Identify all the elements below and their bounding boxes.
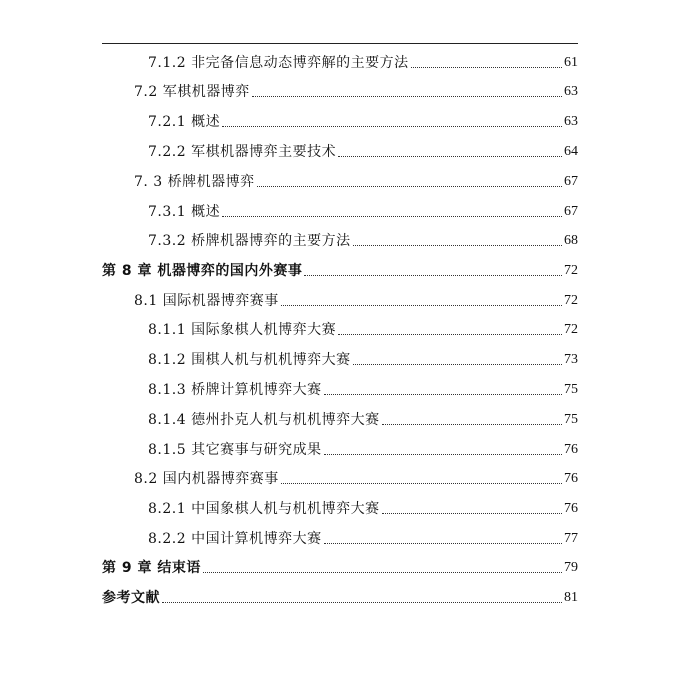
toc-entry-7-3-2[interactable]: [148, 228, 578, 250]
toc-entry-7-1-2[interactable]: [148, 50, 578, 72]
toc-entry-label: 8.1.3 桥牌计算机博弈大赛: [148, 382, 322, 398]
toc-entry-label: 7.2.2 军棋机器博弈主要技术: [148, 144, 337, 160]
toc-entry-label: 8.1.2 围棋人机与机机博弈大赛: [148, 352, 351, 368]
toc-entry-label: 8.1.4 德州扑克人机与机机博弈大赛: [148, 412, 380, 428]
toc-entry-8-2-2[interactable]: [148, 526, 578, 548]
toc-entry-label: 7.3.2 桥牌机器博弈的主要方法: [148, 233, 351, 249]
toc-page-number: 81: [564, 590, 578, 605]
toc-page-number: 75: [564, 412, 578, 427]
toc-page-number: 73: [564, 352, 578, 367]
dot-leader: [353, 364, 562, 365]
dot-leader: [324, 543, 562, 544]
toc-entry-8-1-2[interactable]: [148, 347, 578, 369]
toc-entry-label: 7.3.1 概述: [148, 204, 221, 220]
toc-entry-references[interactable]: [102, 585, 578, 607]
toc-page-number: 76: [564, 501, 578, 516]
toc-entry-label: 第 9 章 结束语: [102, 560, 201, 576]
toc-entry-label: 8.1.5 其它赛事与研究成果: [148, 442, 322, 458]
dot-leader: [222, 216, 562, 217]
dot-leader: [281, 483, 562, 484]
toc-page-number: 64: [564, 144, 578, 159]
toc-page-number: 68: [564, 233, 578, 248]
toc-entry-8-1-5[interactable]: [148, 437, 578, 459]
toc-page-number: 72: [564, 263, 578, 278]
toc-entry-label: 8.2 国内机器博弈赛事: [134, 471, 279, 487]
toc-entry-label: 7.2 军棋机器博弈: [134, 84, 250, 100]
toc-page-number: 79: [564, 560, 578, 575]
toc-entry-label: 第 8 章 机器博弈的国内外赛事: [102, 263, 303, 279]
toc-entry-8-2[interactable]: [134, 466, 578, 488]
dot-leader: [338, 334, 562, 335]
toc-entry-label: 8.2.1 中国象棋人机与机机博弈大赛: [148, 501, 380, 517]
dot-leader: [281, 305, 562, 306]
toc-page-number: 77: [564, 531, 578, 546]
toc-entry-label: 7. 3 桥牌机器博弈: [134, 174, 255, 190]
toc-entry-8-1-3[interactable]: [148, 377, 578, 399]
toc-page-number: 75: [564, 382, 578, 397]
dot-leader: [304, 275, 562, 276]
dot-leader: [203, 572, 562, 573]
toc-page-number: 67: [564, 204, 578, 219]
toc-page-number: 76: [564, 442, 578, 457]
toc-entry-7-2[interactable]: [134, 79, 578, 101]
dot-leader: [222, 126, 562, 127]
toc-entry-label: 参考文献: [102, 590, 160, 606]
toc-entry-8-1-4[interactable]: [148, 407, 578, 429]
toc-entry-chapter-9[interactable]: [102, 555, 578, 577]
dot-leader: [382, 424, 562, 425]
dot-leader: [382, 513, 562, 514]
toc-page-number: 72: [564, 293, 578, 308]
toc-entry-7-2-1[interactable]: [148, 109, 578, 131]
header-rule: [102, 43, 578, 44]
toc-entry-7-2-2[interactable]: [148, 139, 578, 161]
toc-entry-8-1-1[interactable]: [148, 317, 578, 339]
toc-page-number: 76: [564, 471, 578, 486]
toc-page-number: 63: [564, 84, 578, 99]
toc-entry-7-3[interactable]: [134, 169, 578, 191]
toc-entry-label: 8.1.1 国际象棋人机博弈大赛: [148, 322, 337, 338]
dot-leader: [257, 186, 562, 187]
toc-page-number: 72: [564, 322, 578, 337]
toc-entry-label: 7.2.1 概述: [148, 114, 221, 130]
toc-entry-chapter-8[interactable]: [102, 258, 578, 280]
dot-leader: [162, 602, 562, 603]
toc-page-number: 63: [564, 114, 578, 129]
toc-page-number: 67: [564, 174, 578, 189]
dot-leader: [324, 454, 562, 455]
toc-entry-8-1[interactable]: [134, 288, 578, 310]
toc-entry-7-3-1[interactable]: [148, 199, 578, 221]
dot-leader: [252, 96, 562, 97]
toc-entry-label: 7.1.2 非完备信息动态博弈解的主要方法: [148, 55, 409, 71]
toc-entry-label: 8.1 国际机器博弈赛事: [134, 293, 279, 309]
dot-leader: [324, 394, 562, 395]
toc-page-number: 61: [564, 55, 578, 70]
dot-leader: [411, 67, 562, 68]
toc-entry-8-2-1[interactable]: [148, 496, 578, 518]
toc-entry-label: 8.2.2 中国计算机博弈大赛: [148, 531, 322, 547]
dot-leader: [353, 245, 562, 246]
dot-leader: [338, 156, 562, 157]
